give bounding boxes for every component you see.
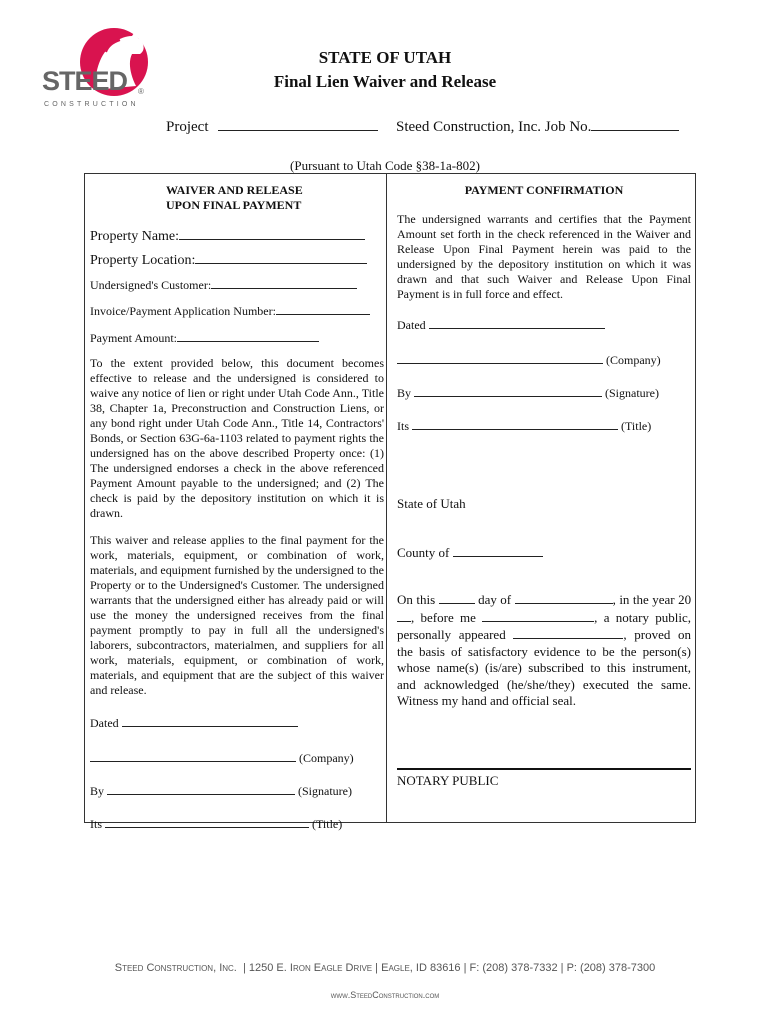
payment-confirmation-column <box>397 183 691 710</box>
pursuant-note: (Pursuant to Utah Code §38-1a-802) <box>290 158 480 173</box>
waiver-by-label: By <box>90 784 105 798</box>
waiver-signature-label: (Signature) <box>298 784 352 798</box>
notary-month-field[interactable] <box>515 591 613 604</box>
confirm-title-field[interactable] <box>412 417 618 430</box>
confirm-signature-label: (Signature) <box>605 386 659 400</box>
waiver-dated-label: Dated <box>90 716 119 730</box>
property-name-field[interactable] <box>179 227 365 240</box>
footer-phone: P: (208) 378-7300 <box>566 962 656 974</box>
payment-confirmation-heading: PAYMENT CONFIRMATION <box>464 183 624 197</box>
waiver-paragraph-1: To the extent provided below, this document becomes effective to release and the undersigned is considered to waive any notice of lien or right under Utah Code Ann., Title 38, Chapter 1a, Preconstruction and Construction Liens, or any bond right under Utah Code Ann., Title 14, Contractors' Bonds, or Section 63G-6a-1103 related to payment rights the undersigned has on the above described Property once: (1) The undersigned endorses a check in the above referenced Payment Amount payable to the undersigned; and (2) The check is paid by the depository institution on which it is drawn. <box>90 356 384 520</box>
confirm-company-label: (Company) <box>606 353 661 367</box>
project-label: Project <box>166 119 209 135</box>
notary-signature-line[interactable] <box>397 768 691 770</box>
property-location-field[interactable] <box>195 251 367 264</box>
footer-city: Eagle, ID 83616 <box>381 962 461 974</box>
waiver-its-label: Its <box>90 817 102 831</box>
invoice-field[interactable] <box>276 302 370 315</box>
notary-name-field[interactable] <box>482 609 594 622</box>
waiver-paragraph-2: This waiver and release applies to the final payment for the work, materials, equipment, or combination of work, materials, and equipment furnished by the undersigned to the Property or to the Undersigned's Customer. The undersigned warrants that the undersigned either has already paid or will use the money the undersigned receives from the final payment promptly to pay in full all the undersigned's laborers, subcontractors, materialmen, and suppliers for all work, materials, equipment, or combination of work, materials, and equipment that are the subject of this waiver and release. <box>90 533 384 697</box>
column-divider <box>386 173 387 823</box>
job-number-label: Steed Construction, Inc. Job No. <box>396 119 592 135</box>
waiver-heading-line2: UPON FINAL PAYMENT <box>166 198 302 212</box>
payment-amount-label: Payment Amount: <box>90 331 177 345</box>
payment-confirmation-paragraph: The undersigned warrants and certifies that the Payment Amount set forth in the check referenced in the Waiver and Release Upon Final Payment herein was paid to the undersigned by the depository institution on which it was drawn and that such Waiver and Release Upon Final Payment is in full force and effect. <box>397 212 691 301</box>
document-subtitle: Final Lien Waiver and Release <box>273 72 497 91</box>
waiver-column <box>90 183 384 832</box>
waiver-company-label: (Company) <box>299 751 354 765</box>
logo-tagline: CONSTRUCTION <box>44 101 139 108</box>
customer-field[interactable] <box>211 276 357 289</box>
appeared-name-field[interactable] <box>513 626 623 639</box>
notary-year-field[interactable] <box>397 609 411 622</box>
county-label: County of <box>397 545 450 560</box>
footer-website[interactable]: www.SteedConstruction.com <box>330 990 440 1000</box>
confirm-dated-field[interactable] <box>429 316 605 329</box>
svg-text:®: ® <box>138 87 144 96</box>
customer-label: Undersigned's Customer: <box>90 278 212 292</box>
confirm-dated-label: Dated <box>397 318 426 332</box>
waiver-heading-line1: WAIVER AND RELEASE <box>166 183 303 197</box>
confirm-signature-field[interactable] <box>414 384 602 397</box>
confirm-title-label: (Title) <box>621 419 652 433</box>
project-line <box>166 118 679 136</box>
waiver-title-label: (Title) <box>312 817 343 831</box>
county-field[interactable] <box>453 544 543 557</box>
notary-public-label: NOTARY PUBLIC <box>397 773 499 788</box>
footer-contact: Steed Construction, Inc. | 1250 E. Iron Eagle Drive | Eagle, ID 83616 | F: (208) 378-7332 | P: (208) 378-7300 <box>114 962 656 974</box>
property-location-label: Property Location: <box>90 253 196 268</box>
notary-day-field[interactable] <box>439 591 475 604</box>
footer-address: 1250 E. Iron Eagle Drive <box>248 962 373 974</box>
footer-fax: F: (208) 378-7332 <box>469 962 558 974</box>
confirm-company-field[interactable] <box>397 351 603 364</box>
confirm-its-label: Its <box>397 419 409 433</box>
waiver-title-field[interactable] <box>105 815 309 828</box>
footer-company: Steed Construction, Inc. <box>114 962 237 974</box>
project-field[interactable] <box>218 118 378 131</box>
logo-wordmark: STEED <box>42 66 128 96</box>
waiver-dated-field[interactable] <box>122 714 298 727</box>
waiver-company-field[interactable] <box>90 749 296 762</box>
payment-amount-field[interactable] <box>177 329 319 342</box>
waiver-signature-field[interactable] <box>107 782 295 795</box>
document-title: STATE OF UTAH <box>318 48 452 67</box>
state-label: State of Utah <box>397 496 466 511</box>
confirm-by-label: By <box>397 386 412 400</box>
job-number-field[interactable] <box>591 118 679 131</box>
invoice-label: Invoice/Payment Application Number: <box>90 304 276 318</box>
property-name-label: Property Name: <box>90 229 180 244</box>
notary-acknowledgment: On this day of , in the year 20, before me , a notary public, personally appeared , proved on the basis of satisfactory evidence to be the person(s) whose name(s) (is/are) subscribed to this instrument, and acknowledged (he/she/they) executed the same. Witness my hand and official seal. <box>397 592 692 708</box>
